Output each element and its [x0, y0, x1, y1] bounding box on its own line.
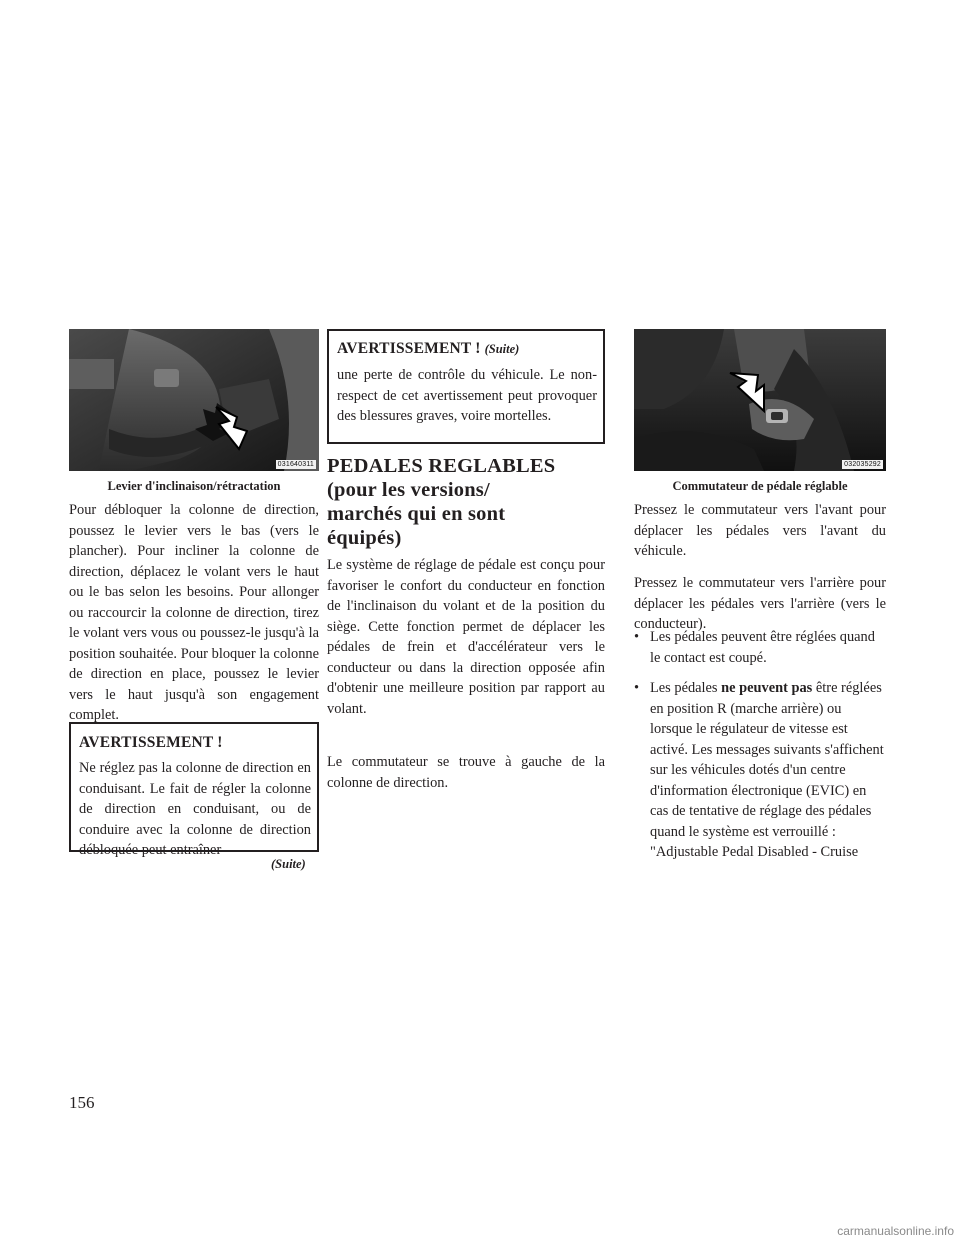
page-number: 156: [69, 1093, 95, 1112]
warning-title: AVERTISSEMENT !: [79, 734, 223, 751]
photo-caption: Levier d'inclinaison/rétractation: [107, 479, 281, 493]
warning-box-continued: [327, 329, 605, 444]
section-title-line: (pour les versions/: [327, 479, 490, 501]
forward-paragraph: Pressez le commutateur vers l'avant pour déplacer les pédales vers l'avant du véhicule.: [634, 502, 886, 559]
continued-note: (Suite): [271, 857, 306, 871]
bullet-icon: •: [634, 680, 640, 696]
rearward-paragraph: Pressez le commutateur vers l'arrière pour déplacer les pédales vers l'arrière (vers le conducteur).: [634, 575, 886, 632]
pedal-switch-illustration: [634, 329, 886, 471]
warning-text: une perte de contrôle du véhicule. Le non-respect de cet avertissement peut provoquer des blessures graves, voire mortelles.: [337, 367, 597, 424]
list-item: • Les pédales peuvent être réglées quand le contact est coupé.: [634, 629, 875, 666]
emphasis: ne peuvent pas: [721, 680, 813, 696]
switch-location-paragraph: Le commutateur se trouve à gauche de la colonne de direction.: [327, 754, 605, 791]
pedal-notes-list: [634, 627, 886, 873]
photo-code: 031640311: [277, 461, 314, 468]
list-item: • Les pédales ne peuvent pas être réglées en position R (marche arrière) ou lorsque le régulateur de vitesse est activé. Les messages suivants s'affichent sur les véhicules dotés d'un centre d'information électronique (EVIC) en cas de tentative de réglage des pédales quand le système est verrouillé : "Adjustable Pedal Disabled - Cruise: [634, 680, 884, 860]
pedal-system-paragraph: Le système de réglage de pédale est conçu pour favoriser le confort du conducteur en fonction de l'inclinaison du volant et de la position du siège. Cette fonction permet de déplacer les pédales de frein et d'accélérateur vers le conducteur ou dans la direction opposée afin d'obtenir une meilleure position par rapport au volant.: [327, 557, 605, 717]
steering-instructions-paragraph: Pour débloquer la colonne de direction, poussez le levier vers le bas (vers le plancher). Pour incliner la colonne de direction, déplacez le volant vers le haut ou le bas selon les besoins. Pour allonger ou raccourcir la colonne de direction, tirez le volant vers vous ou poussez-le jusqu'à la position souhaitée. Pour bloquer la colonne de direction en place, poussez le levier vers le haut jusqu'à son engagement complet.: [69, 502, 319, 723]
steering-column-illustration: [69, 329, 319, 471]
section-title-line: PEDALES REGLABLES: [327, 455, 556, 477]
warning-box: [69, 722, 319, 858]
warning-title: AVERTISSEMENT !: [337, 340, 481, 357]
section-title-line: marchés qui en sont: [327, 503, 506, 525]
photo-caption: Commutateur de pédale réglable: [672, 479, 848, 493]
photo-code: 032035292: [844, 461, 881, 468]
steering-lever-photo: [69, 329, 319, 471]
warning-text: Ne réglez pas la colonne de direction en conduisant. Le fait de régler la colonne de direction en conduisant, ou de conduire avec la colonne de direction débloquée peut entraîner: [79, 760, 311, 858]
watermark: carmanualsonline.info: [837, 1224, 954, 1238]
section-title: [327, 454, 605, 550]
bullet-icon: •: [634, 629, 640, 645]
warning-continued-label: (Suite): [484, 342, 520, 356]
pedal-switch-photo: [634, 329, 886, 471]
section-title-line: équipés): [327, 527, 402, 549]
